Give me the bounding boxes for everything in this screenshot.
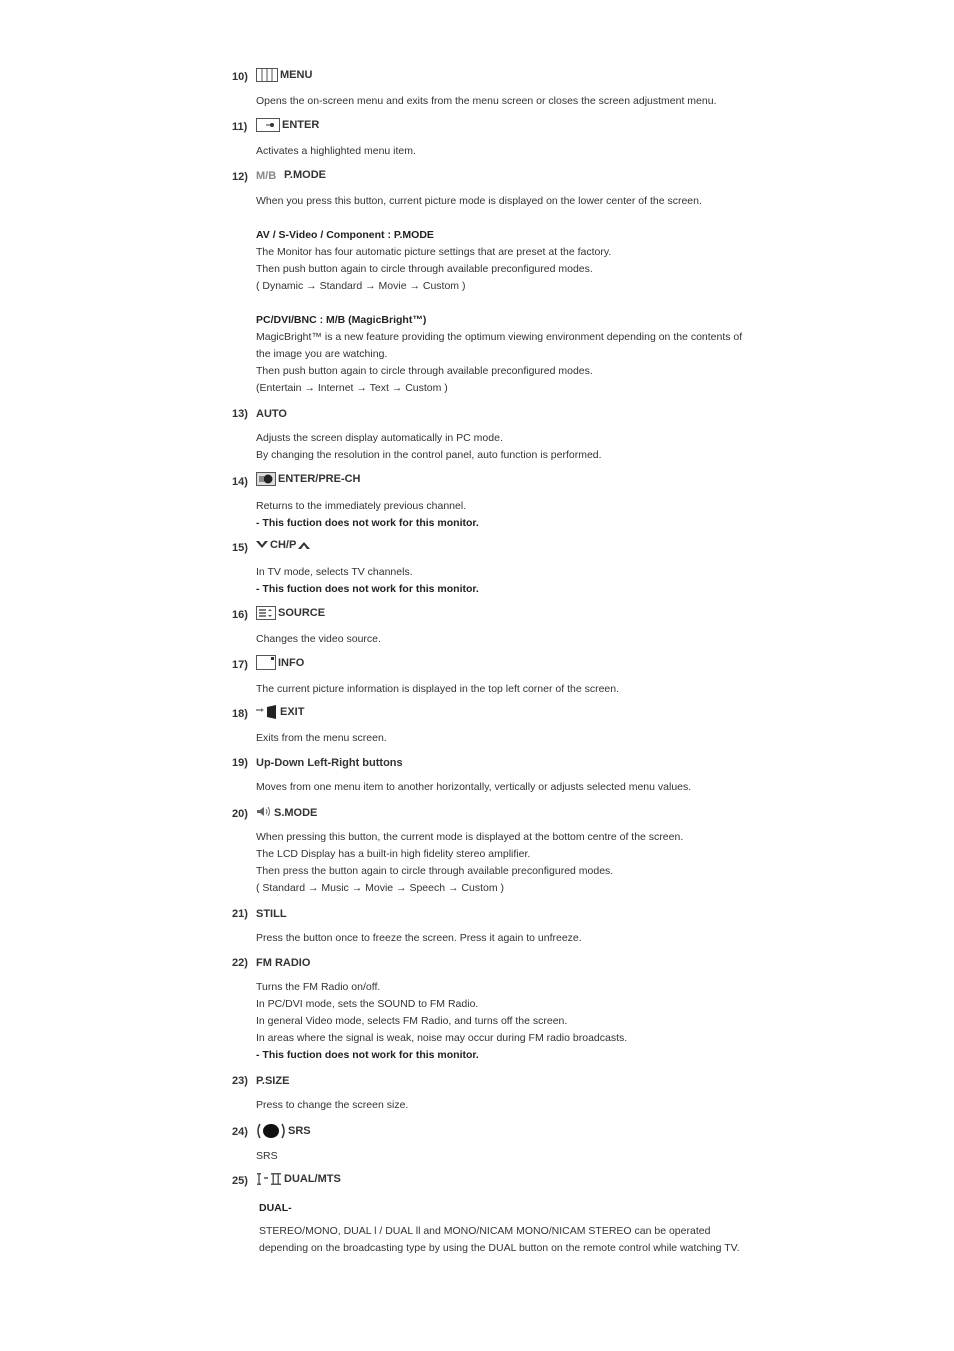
item-label: SRS xyxy=(288,1125,311,1137)
subheading: DUAL- xyxy=(259,1202,292,1214)
text-line: In general Video mode, selects FM Radio, and turns off the screen. xyxy=(256,1015,568,1027)
item-label: Up-Down Left-Right buttons xyxy=(256,757,403,769)
text-line: Exits from the menu screen. xyxy=(256,732,387,744)
item-number: 22) xyxy=(232,957,248,969)
item-number: 23) xyxy=(232,1075,248,1087)
note-text: - This fuction does not work for this monitor. xyxy=(256,583,479,595)
item-number: 24) xyxy=(232,1126,248,1138)
text-line: ( Standard → Music → Movie → Speech → Custom ) xyxy=(256,882,504,894)
item-heading xyxy=(256,1123,311,1139)
text-line: Press the button once to freeze the screen. Press it again to unfreeze. xyxy=(256,932,582,944)
info-icon xyxy=(256,655,276,670)
mb-icon xyxy=(256,168,282,182)
pre-ch-icon xyxy=(256,472,276,486)
item-description xyxy=(256,430,776,464)
item-heading xyxy=(256,472,361,486)
item-number: 20) xyxy=(232,808,248,820)
text-line: ( Dynamic → Standard → Movie → Custom ) xyxy=(256,280,466,292)
item-number: 15) xyxy=(232,542,248,554)
text-line: Then push button again to circle through available preconfigured modes. xyxy=(256,365,593,377)
speaker-icon xyxy=(256,806,272,819)
text-line: By changing the resolution in the control panel, auto function is performed. xyxy=(256,449,602,461)
text-line: The LCD Display has a built-in high fidelity stereo amplifier. xyxy=(256,848,531,860)
svg-text:M/B: M/B xyxy=(256,170,277,182)
text-line: The Monitor has four automatic picture settings that are preset at the factory. xyxy=(256,246,612,258)
text-line: Then press the button again to circle through available preconfigured modes. xyxy=(256,865,614,877)
item-label: SOURCE xyxy=(278,607,326,619)
item-number: 18) xyxy=(232,708,248,720)
item-description xyxy=(256,730,776,747)
item-label: CH/P xyxy=(270,539,297,551)
text-line: In PC/DVI mode, sets the SOUND to FM Radio. xyxy=(256,998,479,1010)
text-line: The current picture information is displayed in the top left corner of the screen. xyxy=(256,683,620,695)
item-label: EXIT xyxy=(280,706,305,718)
text-line: Changes the video source. xyxy=(256,633,381,645)
text-line: Returns to the immediately previous channel. xyxy=(256,500,467,512)
item-label: MENU xyxy=(280,69,313,81)
item-description xyxy=(256,143,776,160)
item-description xyxy=(256,498,776,532)
exit-icon xyxy=(256,705,278,719)
text-line: Then push button again to circle through available preconfigured modes. xyxy=(256,263,593,275)
item-label: S.MODE xyxy=(274,806,318,819)
source-icon xyxy=(256,606,276,620)
text-line: In areas where the signal is weak, noise may occur during FM radio broadcasts. xyxy=(256,1032,628,1044)
text-line: Turns the FM Radio on/off. xyxy=(256,981,381,993)
text-line: When you press this button, current picture mode is displayed on the lower center of the screen. xyxy=(256,195,702,207)
item-number: 11) xyxy=(232,121,248,133)
item-description xyxy=(256,93,776,110)
item-description xyxy=(256,829,776,897)
text-line: depending on the broadcasting type by using the DUAL button on the remote control while watching TV. xyxy=(259,1242,740,1254)
item-heading xyxy=(256,168,326,182)
item-heading xyxy=(256,957,310,969)
item-heading xyxy=(256,806,317,819)
item-label: ENTER xyxy=(282,119,320,131)
dual-icon xyxy=(256,1172,282,1186)
text-line: Moves from one menu item to another horizontally, vertically or adjusts selected menu values. xyxy=(256,781,692,793)
item-description xyxy=(256,1097,776,1114)
subheading: PC/DVI/BNC : M/B (MagicBright™) xyxy=(256,314,427,326)
text-line: Adjusts the screen display automatically in PC mode. xyxy=(256,432,503,444)
text-line: SRS xyxy=(256,1150,278,1162)
item-number: 10) xyxy=(232,71,248,83)
item-label: P.SIZE xyxy=(256,1075,290,1087)
text-line: In TV mode, selects TV channels. xyxy=(256,566,413,578)
subheading: AV / S-Video / Component : P.MODE xyxy=(256,229,434,241)
item-number: 16) xyxy=(232,609,248,621)
item-heading xyxy=(256,1172,341,1186)
text-line: Opens the on-screen menu and exits from the menu screen or closes the screen adjustment menu. xyxy=(256,95,717,107)
item-description xyxy=(256,979,776,1064)
item-label: FM RADIO xyxy=(256,957,311,969)
item-heading xyxy=(256,757,403,769)
item-label: P.MODE xyxy=(284,169,326,181)
text-line: STEREO/MONO, DUAL l / DUAL ll and MONO/NICAM MONO/NICAM STEREO can be operated xyxy=(259,1225,711,1237)
item-number: 12) xyxy=(232,171,248,183)
enter-icon xyxy=(256,118,280,132)
item-heading xyxy=(256,118,319,132)
item-heading xyxy=(256,68,312,82)
item-heading xyxy=(256,539,310,551)
note-text: - This fuction does not work for this monitor. xyxy=(256,1049,479,1061)
item-number: 13) xyxy=(232,408,248,420)
text-line: the image you are watching. xyxy=(256,348,388,360)
text-line: Press to change the screen size. xyxy=(256,1099,409,1111)
item-number: 25) xyxy=(232,1175,248,1187)
item-description xyxy=(256,930,776,947)
item-number: 14) xyxy=(232,476,248,488)
chevron-up-icon xyxy=(298,540,310,550)
text-line: MagicBright™ is a new feature providing the optimum viewing environment depending on the contents of xyxy=(256,331,743,343)
item-description xyxy=(256,681,776,698)
item-heading xyxy=(256,705,304,719)
item-description xyxy=(256,1148,776,1165)
item-number: 21) xyxy=(232,908,248,920)
item-label: AUTO xyxy=(256,408,287,420)
text-line: (Entertain → Internet → Text → Custom ) xyxy=(256,382,448,394)
chevron-down-icon xyxy=(256,540,268,550)
item-heading xyxy=(256,655,304,670)
srs-icon xyxy=(256,1123,286,1139)
item-heading xyxy=(256,408,287,420)
item-description xyxy=(256,564,776,598)
item-description xyxy=(256,193,776,397)
item-heading xyxy=(256,606,325,620)
item-heading xyxy=(256,1075,289,1087)
note-text: - This fuction does not work for this monitor. xyxy=(256,517,479,529)
item-label: DUAL/MTS xyxy=(284,1173,341,1185)
item-label: ENTER/PRE-CH xyxy=(278,473,361,485)
item-number: 19) xyxy=(232,757,248,769)
item-description xyxy=(256,631,776,648)
text-line: Activates a highlighted menu item. xyxy=(256,145,416,157)
item-heading xyxy=(256,908,287,920)
menu-icon xyxy=(256,68,278,82)
item-label: STILL xyxy=(256,908,287,920)
text-line: When pressing this button, the current mode is displayed at the bottom centre of the screen. xyxy=(256,831,684,843)
item-number: 17) xyxy=(232,659,248,671)
item-description xyxy=(259,1200,779,1257)
item-label: INFO xyxy=(278,656,305,669)
item-description xyxy=(256,779,776,796)
